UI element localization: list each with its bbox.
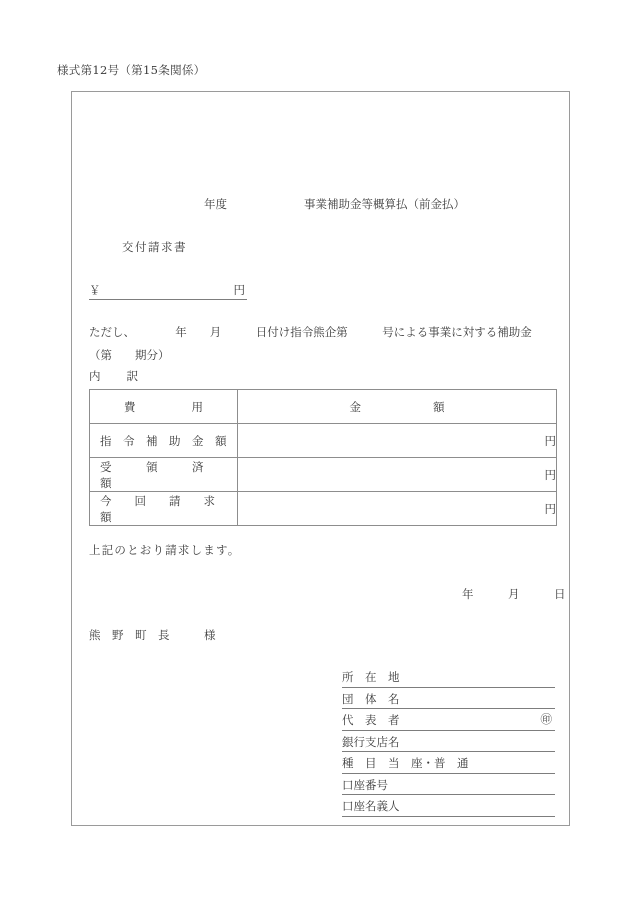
addressee: 熊 野 町 長 様 bbox=[89, 628, 216, 642]
signature-label: 銀行支店名 bbox=[342, 734, 400, 749]
signature-row-account-type[interactable] bbox=[342, 752, 555, 774]
title-main-label: 事業補助金等概算払（前金払） bbox=[304, 197, 465, 211]
signature-row-organization[interactable] bbox=[342, 688, 555, 710]
signature-row-account-number[interactable] bbox=[342, 774, 555, 796]
title-year-label: 年度 bbox=[204, 197, 227, 211]
signature-row-account-holder[interactable] bbox=[342, 795, 555, 817]
signature-label: 口座名義人 bbox=[342, 799, 400, 813]
row-amount-claim-amount[interactable] bbox=[238, 492, 557, 526]
table-row bbox=[90, 492, 557, 526]
row-label-text: 今 回 請 求 額 bbox=[100, 493, 238, 524]
row-amount-unit: 円 bbox=[544, 501, 556, 516]
row-label-text: 受 領 済 額 bbox=[100, 459, 238, 490]
closing-statement: 上記のとおり請求します。 bbox=[89, 543, 241, 557]
signature-label: 団 体 名 bbox=[342, 691, 400, 706]
signature-block bbox=[342, 666, 555, 817]
form-frame bbox=[71, 91, 570, 826]
signature-label: 代 表 者 bbox=[342, 713, 400, 727]
yen-unit-label: 円 bbox=[233, 283, 245, 297]
row-label-received-amount bbox=[90, 458, 238, 492]
header-cell-item bbox=[90, 390, 238, 424]
header-item-char-1: 費 bbox=[124, 399, 136, 414]
table-row bbox=[90, 458, 557, 492]
header-amount-char-2: 額 bbox=[433, 399, 445, 414]
header-amount-char-1: 金 bbox=[349, 399, 361, 414]
header-cell-amount bbox=[238, 390, 557, 424]
row-label-text: 指 令 補 助 金 額 bbox=[100, 433, 227, 448]
header-item-char-2: 用 bbox=[191, 399, 203, 414]
seal-stamp-icon: ㊞ bbox=[540, 712, 552, 726]
row-label-claim-amount bbox=[90, 492, 238, 526]
signature-row-representative[interactable] bbox=[342, 709, 555, 731]
amount-field[interactable] bbox=[89, 282, 247, 300]
table-row bbox=[90, 424, 557, 458]
date-line[interactable]: 年 月 日 bbox=[462, 587, 566, 601]
breakdown-table bbox=[89, 389, 557, 526]
signature-label: 所 在 地 bbox=[342, 670, 400, 684]
signature-label: 口座番号 bbox=[342, 777, 388, 792]
breakdown-heading: 内 訳 bbox=[89, 369, 139, 383]
row-amount-received-amount[interactable] bbox=[238, 458, 557, 492]
signature-row-address[interactable] bbox=[342, 666, 555, 688]
clause-line-2: （第 期分） bbox=[89, 348, 170, 362]
row-amount-unit: 円 bbox=[544, 433, 556, 448]
row-label-grant-amount bbox=[90, 424, 238, 458]
row-amount-unit: 円 bbox=[544, 467, 556, 482]
form-number: 様式第12号（第15条関係） bbox=[57, 63, 206, 77]
signature-row-bank-branch[interactable] bbox=[342, 731, 555, 753]
clause-line-1: ただし、 年 月 日付け指令熊企第 号による事業に対する補助金 bbox=[89, 325, 532, 339]
signature-label: 種 目 当 座・普 通 bbox=[342, 756, 469, 770]
document-title: 交付請求書 bbox=[122, 240, 187, 254]
table-header-row bbox=[90, 390, 557, 424]
yen-symbol: ￥ bbox=[89, 283, 101, 297]
row-amount-grant-amount[interactable] bbox=[238, 424, 557, 458]
